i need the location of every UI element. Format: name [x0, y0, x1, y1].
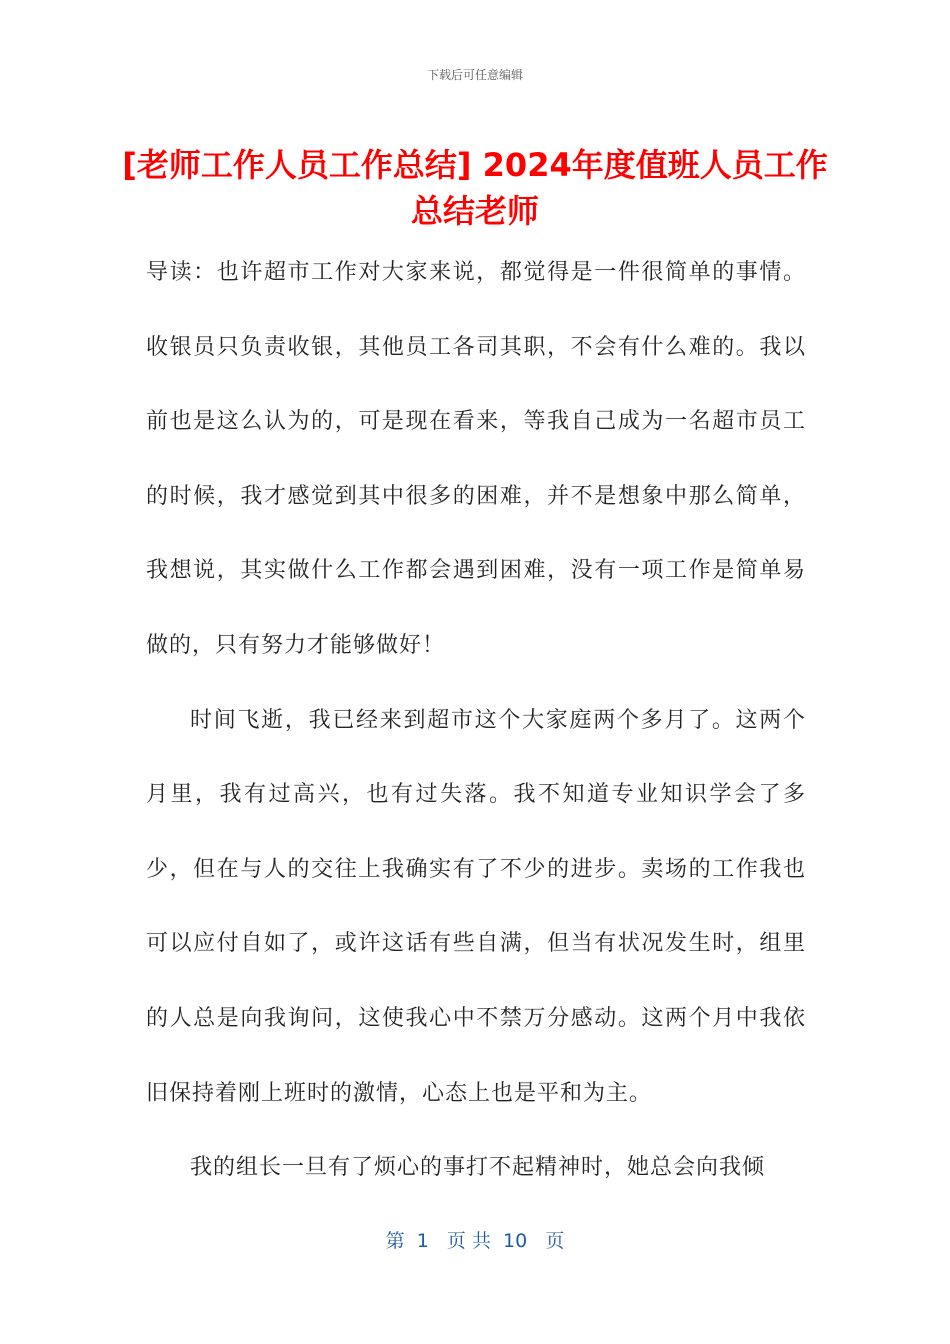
paragraph-3: 我的组长一旦有了烦心的事打不起精神时，她总会向我倾 — [190, 1155, 766, 1181]
header-note: 下载后可任意编辑 — [426, 68, 523, 82]
document-title: [老师工作人员工作总结] 2024年度值班人员工作总结老师 — [122, 146, 828, 230]
document-body — [146, 236, 806, 1206]
page-number-footer: 第 1 页 共 10 页 — [385, 1230, 565, 1252]
paragraph-intro: 导读：也许超市工作对大家来说，都觉得是一件很简单的事情。收银员只负责收银，其他员工各司其职，不会有什么难的。我以前也是这么认为的，可是现在看来，等我自己成为一名超市员工的时候，我才感觉到其中很多的困难，并不是想象中那么简单，我想说，其实做什么工作都会遇到困难，没有一项工作是简单易做的，只有努力才能够做好！ — [146, 260, 806, 658]
paragraph-2: 时间飞逝，我已经来到超市这个大家庭两个多月了。这两个月里，我有过高兴，也有过失落。我不知道专业知识学会了多少，但在与人的交往上我确实有了不少的进步。卖场的工作我也可以应付自如了，或许这话有些自满，但当有状况发生时，组里的人总是向我询问，这使我心中不禁万分感动。这两个月中我依旧保持着刚上班时的激情，心态上也是平和为主。 — [146, 707, 806, 1106]
